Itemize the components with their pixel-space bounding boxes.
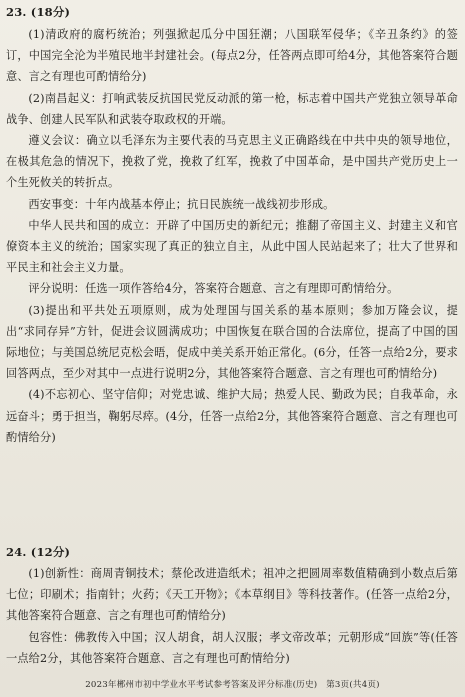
question-24-body	[6, 563, 458, 669]
q24-part1-inclusiveness: 包容性：佛教传入中国；汉人胡食，胡人汉服；孝文帝改革；元朝形成“回族”等(任答一点给2分，其他答案符合题意、言之有理也可酌情给分)	[6, 630, 458, 665]
q23-part2-zunyi: 遵义会议：确立以毛泽东为主要代表的马克思主义正确路线在中共中央的领导地位，在极其危急的情况下，挽救了党，挽救了红军，挽救了中国革命，是中国共产党历史上一个生死攸关的转折点。	[6, 134, 458, 190]
q24-part1-innovation: (1)创新性：商周青铜技术；蔡伦改进造纸术；祖冲之把圆周率数值精确到小数点后第七位；印刷术；指南针；火药；《天工开物》；《本草纲目》等科技著作。(任答一点给2分，其他答案符合题意、言之有理也可酌情给分)	[6, 567, 458, 623]
question-24-title: 24. (12分)	[6, 545, 71, 559]
q23-part2-nanchang: (2)南昌起义：打响武装反抗国民党反动派的第一枪，标志着中国共产党独立领导革命战争、创建人民军队和武装夺取政权的开端。	[6, 91, 458, 126]
q23-part1: (1)清政府的腐朽统治；列强掀起瓜分中国狂潮；八国联军侵华；《辛丑条约》的签订，中国完全沦为半殖民地半封建社会。(每点2分，任答两点即可给4分，其他答案符合题意、言之有理也可酌情给分)	[6, 28, 458, 84]
q23-part2-xian: 西安事变：十年内战基本停止；抗日民族统一战线初步形成。	[28, 197, 335, 211]
question-23-title: 23. (18分)	[6, 5, 71, 19]
question-23-body	[6, 24, 458, 448]
q23-part2-prc: 中华人民共和国的成立：开辟了中国历史的新纪元；推翻了帝国主义、封建主义和官僚资本主义的统治；国家实现了真正的独立自主，从此中国人民站起来了；壮大了世界和平民主和社会主义力量。	[6, 218, 458, 275]
q23-part4: (4)不忘初心、坚守信仰；对党忠诚、维护大局；热爱人民、勤政为民；自我革命，永远奋斗；勇于担当，鞠躬尽瘁。(4分，任答一点给2分，其他答案符合题意、言之有理也可酌情给分)	[6, 388, 458, 444]
page-footer: 2023年郴州市初中学业水平考试参考答案及评分标准(历史) 第3页(共4页)	[85, 680, 380, 690]
q23-part3: (3)提出和平共处五项原则，成为处理国与国关系的基本原则；参加万隆会议，提出“求同存异”方针，促进会议圆满成功；中国恢复在联合国的合法席位，提高了中国的国际地位；与美国总统尼克松会晤，促成中美关系开始正常化。(6分，任答一点给2分，要求回答两点，至少对其中一点进行说明2分，其他答案符合题意、言之有理也可酌情给分)	[6, 303, 458, 381]
q23-scoring-note: 评分说明：任选一项作答给4分，答案符合题意、言之有理即可酌情给分。	[28, 282, 399, 296]
